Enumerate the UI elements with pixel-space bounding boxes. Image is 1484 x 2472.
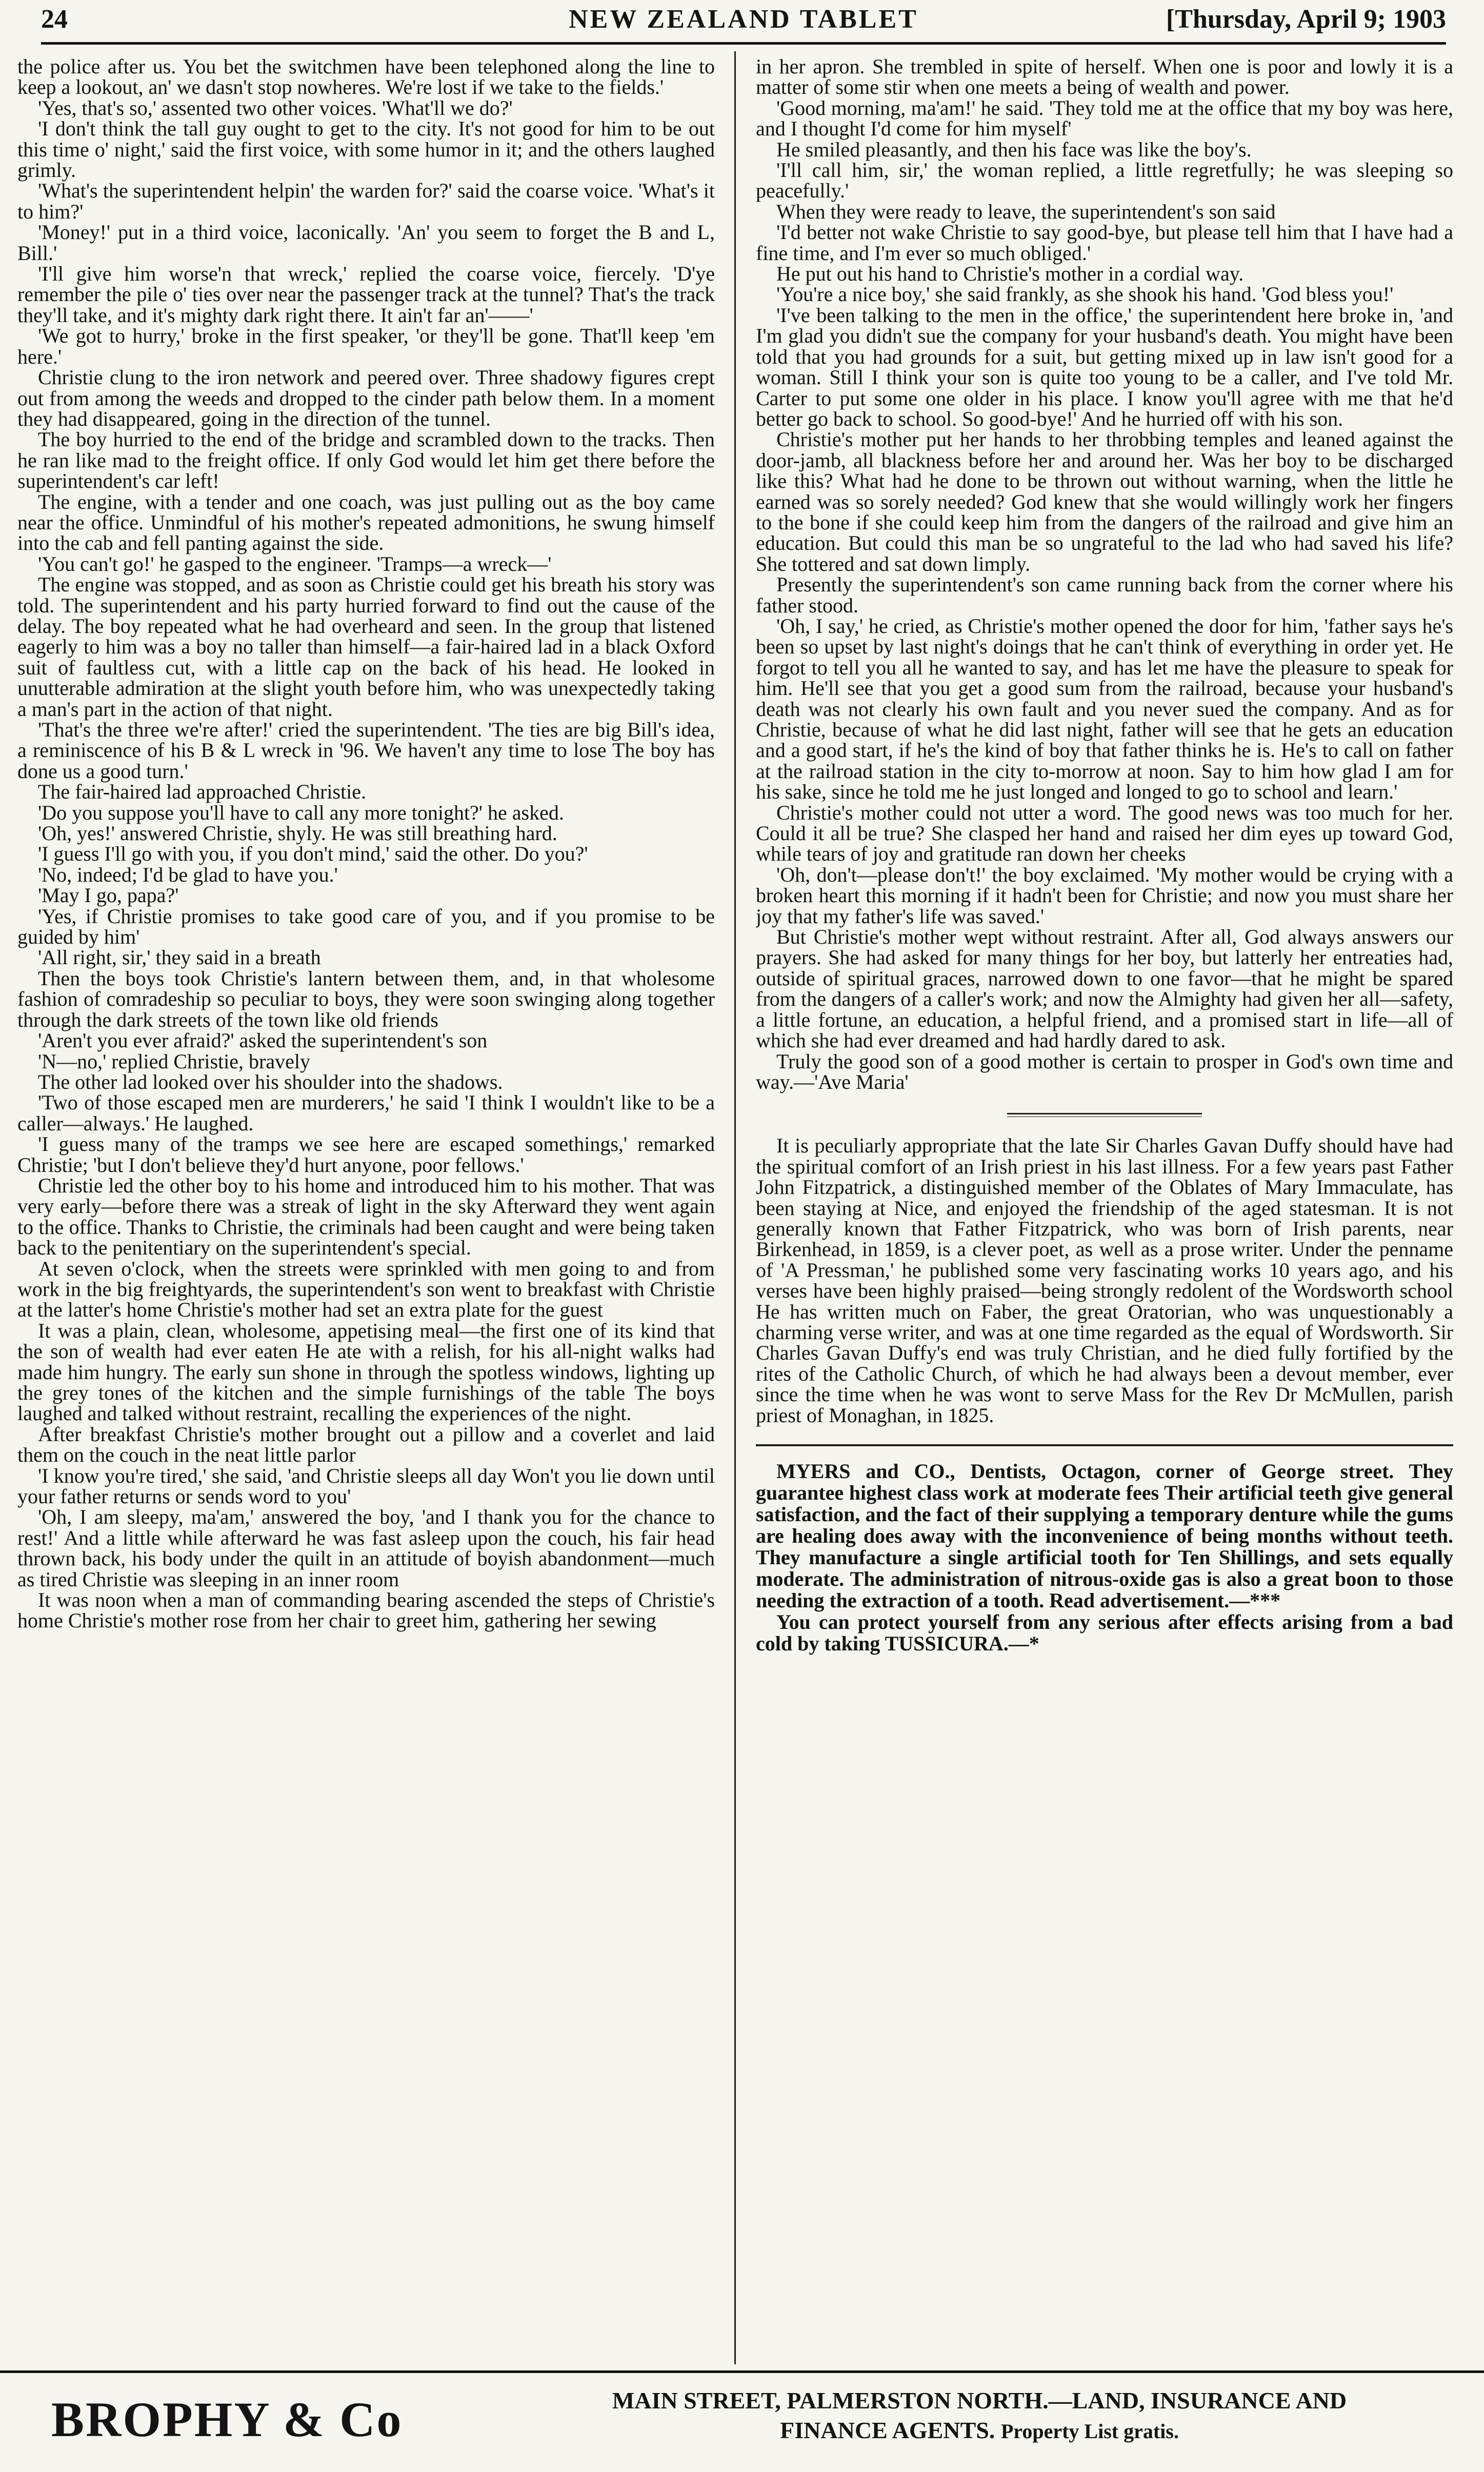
story-paragraph: 'I don't think the tall guy ought to get to the city. It's not good for him to be out this time o' night,' said the first voice, with some humor in it; and the others laughed grimly. — [17, 117, 715, 182]
story-continuation — [756, 56, 1453, 1092]
story-paragraph: 'You can't go!' he gasped to the engineer. 'Tramps—a wreck—' — [38, 552, 552, 575]
story-paragraph: It was a plain, clean, wholesome, appetising meal—the first one of its kind that the son of wealth had ever eaten He ate with a relish, for his all-night walks had made him hungry. The early sun shone in through the spotless windows, lighting up the grey tones of the kitchen and the simple furnishings of the table The boys laughed and talked without restraint, recalling the experiences of the night. — [17, 1319, 715, 1425]
story-paragraph: 'Two of those escaped men are murderers,' he said 'I think I wouldn't like to be a caller—always.' He laughed. — [17, 1091, 715, 1135]
note-paragraph: It is peculiarly appropriate that the late Sir Charles Gavan Duffy should have had the spiritual comfort of an Irish priest in his last illness. For a few years past Father John Fitzpatrick, a distinguished member of the Oblates of Mary Immaculate, has been staying at Nice, and enjoyed the friendship of the aged statesman. It is not generally known that Father Fitzpatrick, who was born of Irish parents, near Birkenhead, in 1859, is a clever poet, as well as a prose writer. Under the penname of 'A Pressman,' he published some very fascinating works 10 years ago, and his verses have been highly praised—being strongly redolent of the Wordsworth school He has written much on Faber, the great Oratorian, who was unquestionably a charming verse writer, and was at one time regarded as the equal of Wordsworth. Sir Charles Gavan Duffy's end was truly Christian, and he died fully fortified by the rites of the Catholic Church, of which he had always been a devout member, ever since the time when he was wont to serve Mass for the Rev Dr McMullen, parish priest of Monaghan, in 1825. — [756, 1134, 1453, 1427]
footer-advert — [46, 2384, 1461, 2461]
story-paragraph: The boy hurried to the end of the bridge and scrambled down to the tracks. Then he ran like mad to the freight office. If only God would let him get there before the superintendent's car left! — [17, 428, 715, 493]
story-paragraph: Christie's mother could not utter a word. The good news was too much for her. Could it all be true? She clasped her hand and raised her dim eyes up toward God, while tears of joy and gratitude ran down her cheeks — [756, 801, 1453, 866]
story-paragraph: 'That's the three we're after!' cried the superintendent. 'The ties are big Bill's idea, a reminiscence of his B & L wreck in '96. We haven't any time to lose The boy has done us a good turn.' — [17, 718, 715, 783]
footer-rule — [0, 2370, 1484, 2373]
ad-separator — [756, 1444, 1453, 1446]
address-line: MAIN STREET, PALMERSTON NORTH.—LAND, INSURANCE AND — [612, 2387, 1347, 2414]
story-paragraph: 'I'll call him, sir,' the woman replied, a little regretfully; he was sleeping so peacefully.' — [756, 158, 1453, 203]
story-paragraph: 'I guess many of the tramps we see here are escaped somethings,' remarked Christie; 'but I don't believe they'd hurt anyone, poor fellows.' — [17, 1132, 715, 1177]
section-separator — [1007, 1113, 1202, 1117]
page-header — [41, 0, 1446, 40]
story-paragraph: 'Oh, I say,' he cried, as Christie's mother opened the door for him, 'father says he's been so upset by last night's doings that he can't think of everything in order yet. He forgot to tell you all he wanted to say, and has let me have the pleasure to speak for him. He'll see that you get a good sum from the railroad, because your husband's death was not clearly his own fault and you never sued the company. And as for Christie, because of what he did last night, father will see that he gets an education and a good start, if he's the kind of boy that father thinks he is. He's to call on father at the railroad station in the city to-morrow at noon. Say to him how glad I am for his sake, since he told me he just longed and longed to go to school and learn.' — [756, 614, 1453, 804]
page-number: 24 — [41, 5, 68, 34]
story-paragraph: But Christie's mother wept without restraint. After all, God always answers our prayers. She had asked for many things for her boy, but latterly her entreaties had, outside of spiritual graces, narrowed down to one favor—that he might be spared from the dangers of a caller's work; and now the Almighty had given her all—safety, a little fortune, an education, a helpful friend, and a promised start in life—all of which she had ever dreamed and had hardly dared to ask. — [756, 925, 1453, 1052]
story-paragraph: The engine, with a tender and one coach, was just pulling out as the boy came near the office. Unmindful of his mother's repeated admonitions, he swung himself into the cab and fell panting against the side. — [17, 490, 715, 555]
issue-date: [Thursday, April 9; 1903 — [1166, 5, 1446, 34]
story-paragraph: 'Oh, don't—please don't!' the boy exclaimed. 'My mother would be crying with a broken heart this morning if it hadn't been for Christie; and now you must share her joy that my father's life was saved.' — [756, 863, 1453, 928]
story-paragraph: 'Do you suppose you'll have to call any more tonight?' he asked. — [38, 801, 564, 824]
story-paragraph: The fair-haired lad approached Christie. — [38, 780, 367, 804]
dentist-advertisement — [756, 1461, 1453, 1654]
story-paragraph: Presently the superintendent's son came running back from the corner where his father stood. — [756, 573, 1453, 617]
story-paragraph: in her apron. She trembled in spite of herself. When one is poor and lowly it is a matter of some stir when one meets a being of wealth and power. — [756, 56, 1453, 99]
story-paragraph: He smiled pleasantly, and then his face was like the boy's. — [776, 137, 1252, 161]
publication-title: NEW ZEALAND TABLET — [569, 5, 918, 34]
story-paragraph: Then the boys took Christie's lantern between them, and, in that wholesome fashion of comradeship so peculiar to boys, they were soon swinging along together through the dark streets of the town like old friends — [17, 966, 715, 1031]
story-paragraph: The engine was stopped, and as soon as Christie could get his breath his story was told. The superintendent and his party hurried forward to find out the cause of the delay. The boy repeated what he had overheard and seen. In the group that listened eagerly to him was a boy no taller than himself—a fair-haired lad in a black Oxford suit of faultless cut, with a little cap on the back of his head. He looked in unutterable admiration at the slight youth before him, who was unexpectedly taking a man's part in the action of that night. — [17, 573, 715, 721]
story-paragraph: The other lad looked over his shoulder into the shadows. — [38, 1070, 503, 1093]
firm-name: BROPHY & Co — [51, 2392, 403, 2447]
property-list: Property List gratis. — [1000, 2420, 1179, 2443]
story-paragraph: 'No, indeed; I'd be glad to have you.' — [38, 863, 338, 886]
story-paragraph: Christie clung to the iron network and peered over. Three shadowy figures crept out from among the weeds and dropped to the cinder path below them. In a moment they had disappeared, going in the direction of the tunnel. — [17, 366, 715, 430]
duffy-note — [756, 1135, 1453, 1426]
story-paragraph: Christie led the other boy to his home and introduced him to his mother. That was very early—before there was a streak of light in the sky Afterward they went again to the office. Thanks to Christie, the criminals had been caught and were being taken back to the penitentiary on the superintendent's special. — [17, 1173, 715, 1260]
story-paragraph: When they were ready to leave, the superintendent's son said — [776, 200, 1276, 223]
story-paragraph: 'All right, sir,' they said in a breath — [38, 946, 321, 969]
story-paragraph: 'May I go, papa?' — [38, 884, 179, 907]
story-paragraph: the police after us. You bet the switchmen have been telephoned along the line to keep a lookout, an' we dasn't stop nowheres. We're lost if we take to the fields.' — [17, 56, 715, 99]
story-paragraph: 'Aren't you ever afraid?' asked the superintendent's son — [38, 1029, 488, 1052]
story-paragraph: 'Good morning, ma'am!' he said. 'They told me at the office that my boy was here, and I thought I'd come for him myself' — [756, 96, 1453, 141]
story-paragraph: 'I'd better not wake Christie to say good-bye, but please tell him that I have had a fine time, and I'm ever so much obliged.' — [756, 221, 1453, 265]
story-paragraph: 'Yes, if Christie promises to take good care of you, and if you promise to be guided by him' — [17, 904, 715, 949]
story-paragraph: At seven o'clock, when the streets were sprinkled with men going to and from work in the big freightyards, the superintendent's son went to breakfast with Christie at the latter's home Christie's mother had set an extra plate for the guest — [17, 1257, 715, 1322]
header-rule — [41, 42, 1446, 45]
story-paragraph: 'Money!' put in a third voice, laconically. 'An' you seem to forget the B and L, Bill.' — [17, 221, 715, 265]
ad-paragraph: MYERS and CO., Dentists, Octagon, corner of George street. They guarantee highest class work at moderate fees Their artificial teeth give general satisfaction, and the fact of their supplying a temporary denture while the gums are healing does away with the inconvenience of being months without teeth. They manufacture a single artificial tooth for Ten Shillings, and sets equally moderate. The administration of nitrous-oxide gas is also a great boon to those needing the extraction of a tooth. Read advertisement.—*** — [756, 1460, 1453, 1612]
left-column — [17, 56, 715, 2375]
story-paragraph: Christie's mother put her hands to her throbbing temples and leaned against the door-jamb, all blackness before her and around her. Was her boy to be discharged like this? What had he done to be thrown out without warning, when the little he earned was so sorely needed? God knew that she would willingly work her fingers to the bone if she could keep him from the dangers of the railroad and give him an education. But could this man be so ungrateful to the lad who had saved his life? She tottered and sat down limply. — [756, 428, 1453, 575]
story-paragraph: 'Oh, I am sleepy, ma'am,' answered the boy, 'and I thank you for the chance to rest!' And a little while afterward he was fast asleep upon the couch, his fair head thrown back, his body under the quilt in an attitude of boyish abandonment—much as tired Christie was sleeping in an inner room — [17, 1505, 715, 1591]
column-divider — [734, 51, 736, 2364]
address-line-2: FINANCE AGENTS. — [780, 2417, 995, 2443]
story-paragraph: 'We got to hurry,' broke in the first speaker, 'or they'll be gone. That'll keep 'em here.' — [17, 324, 715, 368]
firm-address — [492, 2386, 1467, 2446]
story-paragraph: 'Oh, yes!' answered Christie, shyly. He was still breathing hard. — [38, 822, 557, 845]
story-paragraph: 'I'll give him worse'n that wreck,' replied the coarse voice, fiercely. 'D'ye remember the pile o' ties over near the passenger track at the tunnel? That's the track they'll take, and it's mighty dark right there. It ain't far an'——' — [17, 262, 715, 327]
story-paragraph: 'N—no,' replied Christie, bravely — [38, 1049, 310, 1073]
story-paragraph: 'You're a nice boy,' she said frankly, as she shook his hand. 'God bless you!' — [776, 283, 1394, 306]
story-paragraph: After breakfast Christie's mother brought out a pillow and a coverlet and laid them on the couch in the neat little parlor — [17, 1422, 715, 1467]
story-paragraph: Truly the good son of a good mother is certain to prosper in God's own time and way.—'Ave Maria' — [756, 1049, 1453, 1093]
story-paragraph: 'I guess I'll go with you, if you don't mind,' said the other. Do you?' — [38, 842, 588, 866]
story-paragraph: He put out his hand to Christie's mother in a cordial way. — [776, 262, 1244, 286]
right-column — [756, 56, 1453, 2375]
story-paragraph: 'What's the superintendent helpin' the warden for?' said the coarse voice. 'What's it to him?' — [17, 179, 715, 223]
ad-paragraph: You can protect yourself from any serious after effects arising from a bad cold by taking TUSSICURA.—* — [756, 1610, 1453, 1655]
story-paragraph: It was noon when a man of commanding bearing ascended the steps of Christie's home Christie's mother rose from her chair to greet him, gathering her sewing — [17, 1588, 715, 1632]
story-paragraph: 'Yes, that's so,' assented two other voices. 'What'll we do?' — [38, 96, 513, 119]
story-paragraph: 'I know you're tired,' she said, 'and Christie sleeps all day Won't you lie down until your father returns or sends word to you' — [17, 1464, 715, 1508]
story-paragraph: 'I've been talking to the men in the office,' the superintendent here broke in, 'and I'm glad you didn't sue the company for your husband's death. You might have been told that you had grounds for a suit, but getting mixed up in law isn't good for a woman. Still I think your son is quite too young to be a caller, and I've told Mr. Carter to put some one older in his place. I know you'll agree with me that he'd better go back to school. So good-bye!' And he hurried off with his son. — [756, 303, 1453, 430]
